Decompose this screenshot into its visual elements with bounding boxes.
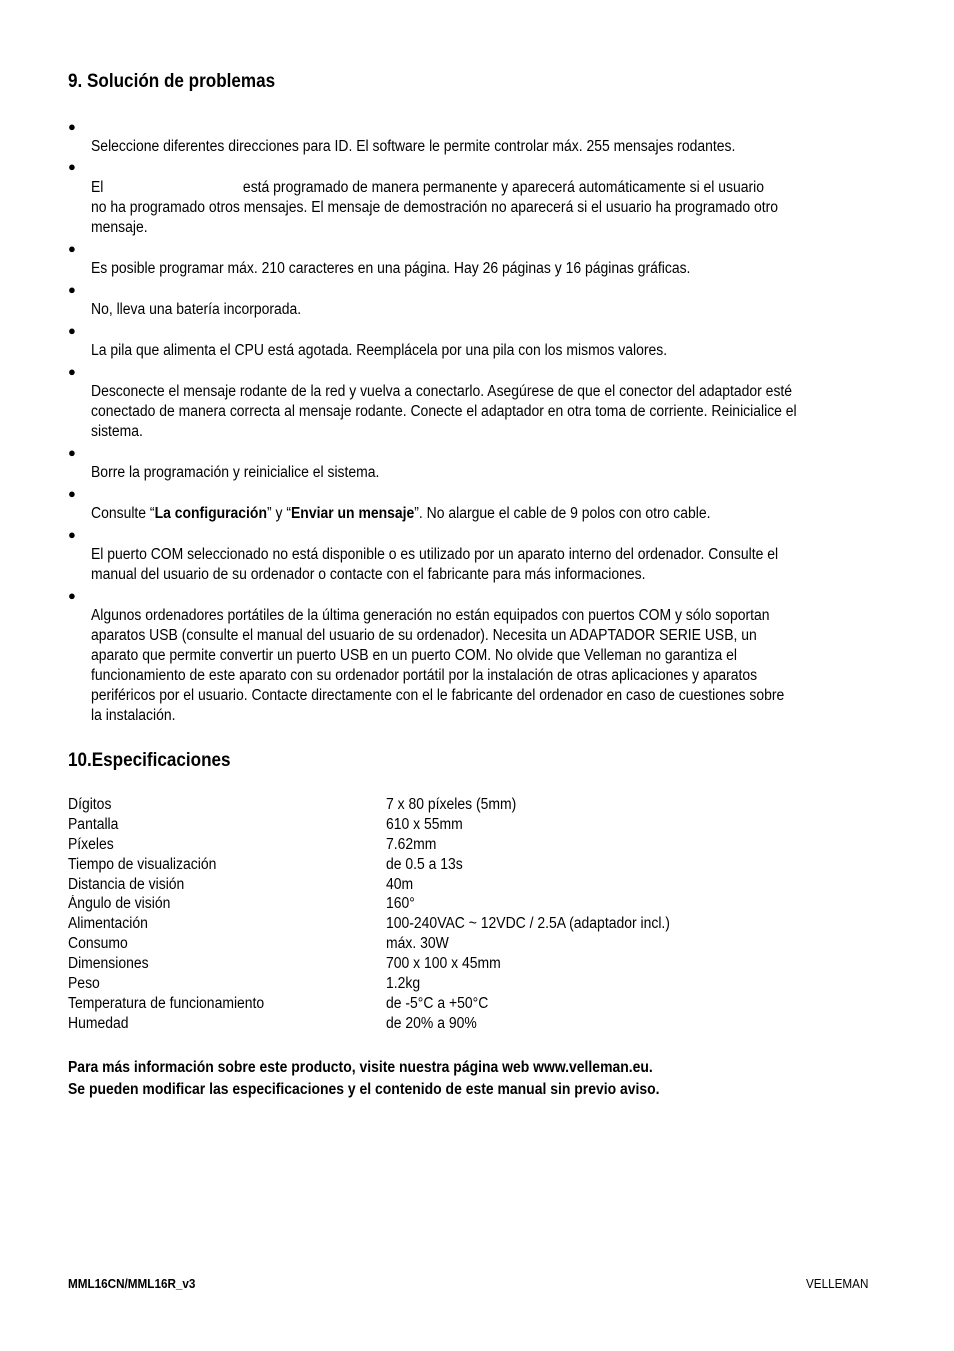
bullet-icon: ● bbox=[68, 159, 76, 174]
spec-label: Ángulo de visión bbox=[68, 895, 171, 913]
text-line: periféricos por el usuario. Contacte directamente con el le fabricante del ordenador en caso de cuestiones sobre bbox=[91, 687, 785, 704]
troubleshoot-item-text bbox=[91, 545, 778, 585]
spec-value: 1.2kg bbox=[386, 975, 421, 993]
more-info-notice: Para más información sobre este producto, visite nuestra página web www.velleman.eu. bbox=[68, 1059, 653, 1076]
footer-model: MML16CN/MML16R_v3 bbox=[68, 1276, 196, 1291]
spec-value: 160° bbox=[386, 895, 415, 913]
bullet-icon: ● bbox=[68, 119, 76, 134]
troubleshoot-item-text bbox=[91, 606, 784, 726]
spec-value: de 0.5 a 13s bbox=[386, 855, 463, 873]
spec-label: Pantalla bbox=[68, 815, 119, 833]
troubleshoot-item-text bbox=[91, 504, 711, 524]
spec-label: Dimensiones bbox=[68, 955, 149, 973]
text-line: aparato que permite convertir un puerto USB en un puerto COM. No olvide que Velleman no garantiza el bbox=[91, 647, 737, 664]
spec-value: 40m bbox=[386, 875, 414, 893]
bullet-icon: ● bbox=[68, 588, 76, 603]
spec-value: 700 x 100 x 45mm bbox=[386, 955, 501, 973]
spec-value: de -5°C a +50°C bbox=[386, 994, 489, 1012]
text-line: Es posible programar máx. 210 caracteres en una página. Hay 26 páginas y 16 páginas gráficas. bbox=[91, 260, 691, 277]
text-line: no ha programado otros mensajes. El mensaje de demostración no aparecerá si el usuario ha programado otro bbox=[91, 199, 779, 216]
spec-row bbox=[68, 795, 888, 815]
bullet-icon: ● bbox=[68, 241, 76, 256]
spec-row bbox=[68, 875, 888, 895]
bullet-icon: ● bbox=[68, 323, 76, 338]
bullet-icon: ● bbox=[68, 445, 76, 460]
text-line: La pila que alimenta el CPU está agotada. Reemplácela por una pila con los mismos valores. bbox=[91, 342, 668, 359]
spec-label: Dígitos bbox=[68, 796, 112, 813]
bullet-icon: ● bbox=[68, 282, 76, 297]
text-line: Seleccione diferentes direcciones para ID. El software le permite controlar máx. 255 mensajes rodantes. bbox=[91, 138, 736, 155]
spec-label: Peso bbox=[68, 975, 100, 993]
spec-row bbox=[68, 934, 888, 954]
spec-row bbox=[68, 914, 888, 934]
changes-notice: Se pueden modificar las especificaciones y el contenido de este manual sin previo aviso. bbox=[68, 1081, 660, 1098]
spec-value: 610 x 55mm bbox=[386, 815, 463, 833]
troubleshoot-item-text bbox=[91, 300, 301, 320]
troubleshoot-item-text bbox=[91, 341, 667, 361]
troubleshoot-item-text bbox=[91, 259, 690, 279]
spec-row bbox=[68, 815, 888, 835]
text-line: conectado de manera correcta al mensaje rodante. Conecte el adaptador en otra toma de corriente. Reinicialice el bbox=[91, 403, 797, 420]
section-9-heading: 9. Solución de problemas bbox=[68, 71, 276, 92]
spec-row bbox=[68, 1014, 888, 1034]
troubleshoot-item-text bbox=[91, 137, 735, 157]
text-line: Algunos ordenadores portátiles de la última generación no están equipados con puertos COM y sólo soportan bbox=[91, 607, 770, 624]
bullet-icon: ● bbox=[68, 486, 76, 501]
text-line: Desconecte el mensaje rodante de la red y vuelva a conectarlo. Asegúrese de que el conector del adaptador esté bbox=[91, 383, 793, 400]
text-line: funcionamiento de este aparato con su ordenador portátil por la instalación de otras aplicaciones y aparatos bbox=[91, 667, 758, 684]
text-line: No, lleva una batería incorporada. bbox=[91, 301, 302, 318]
bullet-icon: ● bbox=[68, 364, 76, 379]
section-10-heading: 10.Especificaciones bbox=[68, 750, 231, 771]
text-line bbox=[91, 504, 711, 524]
footer-brand: VELLEMAN bbox=[806, 1276, 869, 1291]
spec-label: Consumo bbox=[68, 935, 128, 953]
spec-value: 100-240VAC ~ 12VDC / 2.5A (adaptador incl.) bbox=[386, 915, 670, 933]
spec-row bbox=[68, 855, 888, 875]
spec-value: máx. 30W bbox=[386, 935, 449, 953]
spec-label: Temperatura de funcionamiento bbox=[68, 994, 265, 1012]
text-line: mensaje. bbox=[91, 219, 148, 236]
bullet-icon: ● bbox=[68, 527, 76, 542]
spec-value: 7.62mm bbox=[386, 835, 437, 853]
spec-label: Píxeles bbox=[68, 835, 114, 853]
troubleshoot-item-text bbox=[91, 178, 778, 238]
text-line: Borre la programación y reinicialice el sistema. bbox=[91, 464, 380, 481]
spec-label: Distancia de visión bbox=[68, 875, 185, 893]
spec-value: de 20% a 90% bbox=[386, 1014, 477, 1032]
spec-row bbox=[68, 954, 888, 974]
spec-label: Tiempo de visualización bbox=[68, 855, 217, 873]
text-line: El está programado de manera permanente y aparecerá automáticamente si el usuario bbox=[91, 179, 765, 196]
troubleshoot-item-text bbox=[91, 463, 379, 483]
troubleshoot-item-text bbox=[91, 382, 797, 442]
text-line: aparatos USB (consulte el manual del usuario de su ordenador). Necesita un ADAPTADOR SERIE USB, un bbox=[91, 627, 757, 644]
text-line: manual del usuario de su ordenador o contacte con el fabricante para más informaciones. bbox=[91, 566, 646, 583]
spec-row bbox=[68, 894, 888, 914]
specifications-table bbox=[68, 795, 888, 1034]
text-line: sistema. bbox=[91, 423, 143, 440]
text-fragment: Consulte “ bbox=[91, 505, 155, 522]
spec-row bbox=[68, 835, 888, 855]
bold-reference: La configuración bbox=[154, 505, 267, 522]
spec-label: Humedad bbox=[68, 1014, 129, 1032]
bold-reference: Enviar un mensaje bbox=[290, 505, 415, 522]
text-line: la instalación. bbox=[91, 707, 176, 724]
spec-value: 7 x 80 píxeles (5mm) bbox=[386, 796, 517, 813]
text-fragment: ” y “ bbox=[266, 505, 291, 522]
spec-row bbox=[68, 974, 888, 994]
text-fragment: ”. No alargue el cable de 9 polos con otro cable. bbox=[414, 505, 711, 522]
text-line: El puerto COM seleccionado no está disponible o es utilizado por un aparato interno del ordenador. Consulte el bbox=[91, 546, 779, 563]
spec-row bbox=[68, 994, 888, 1014]
spec-label: Alimentación bbox=[68, 915, 148, 933]
